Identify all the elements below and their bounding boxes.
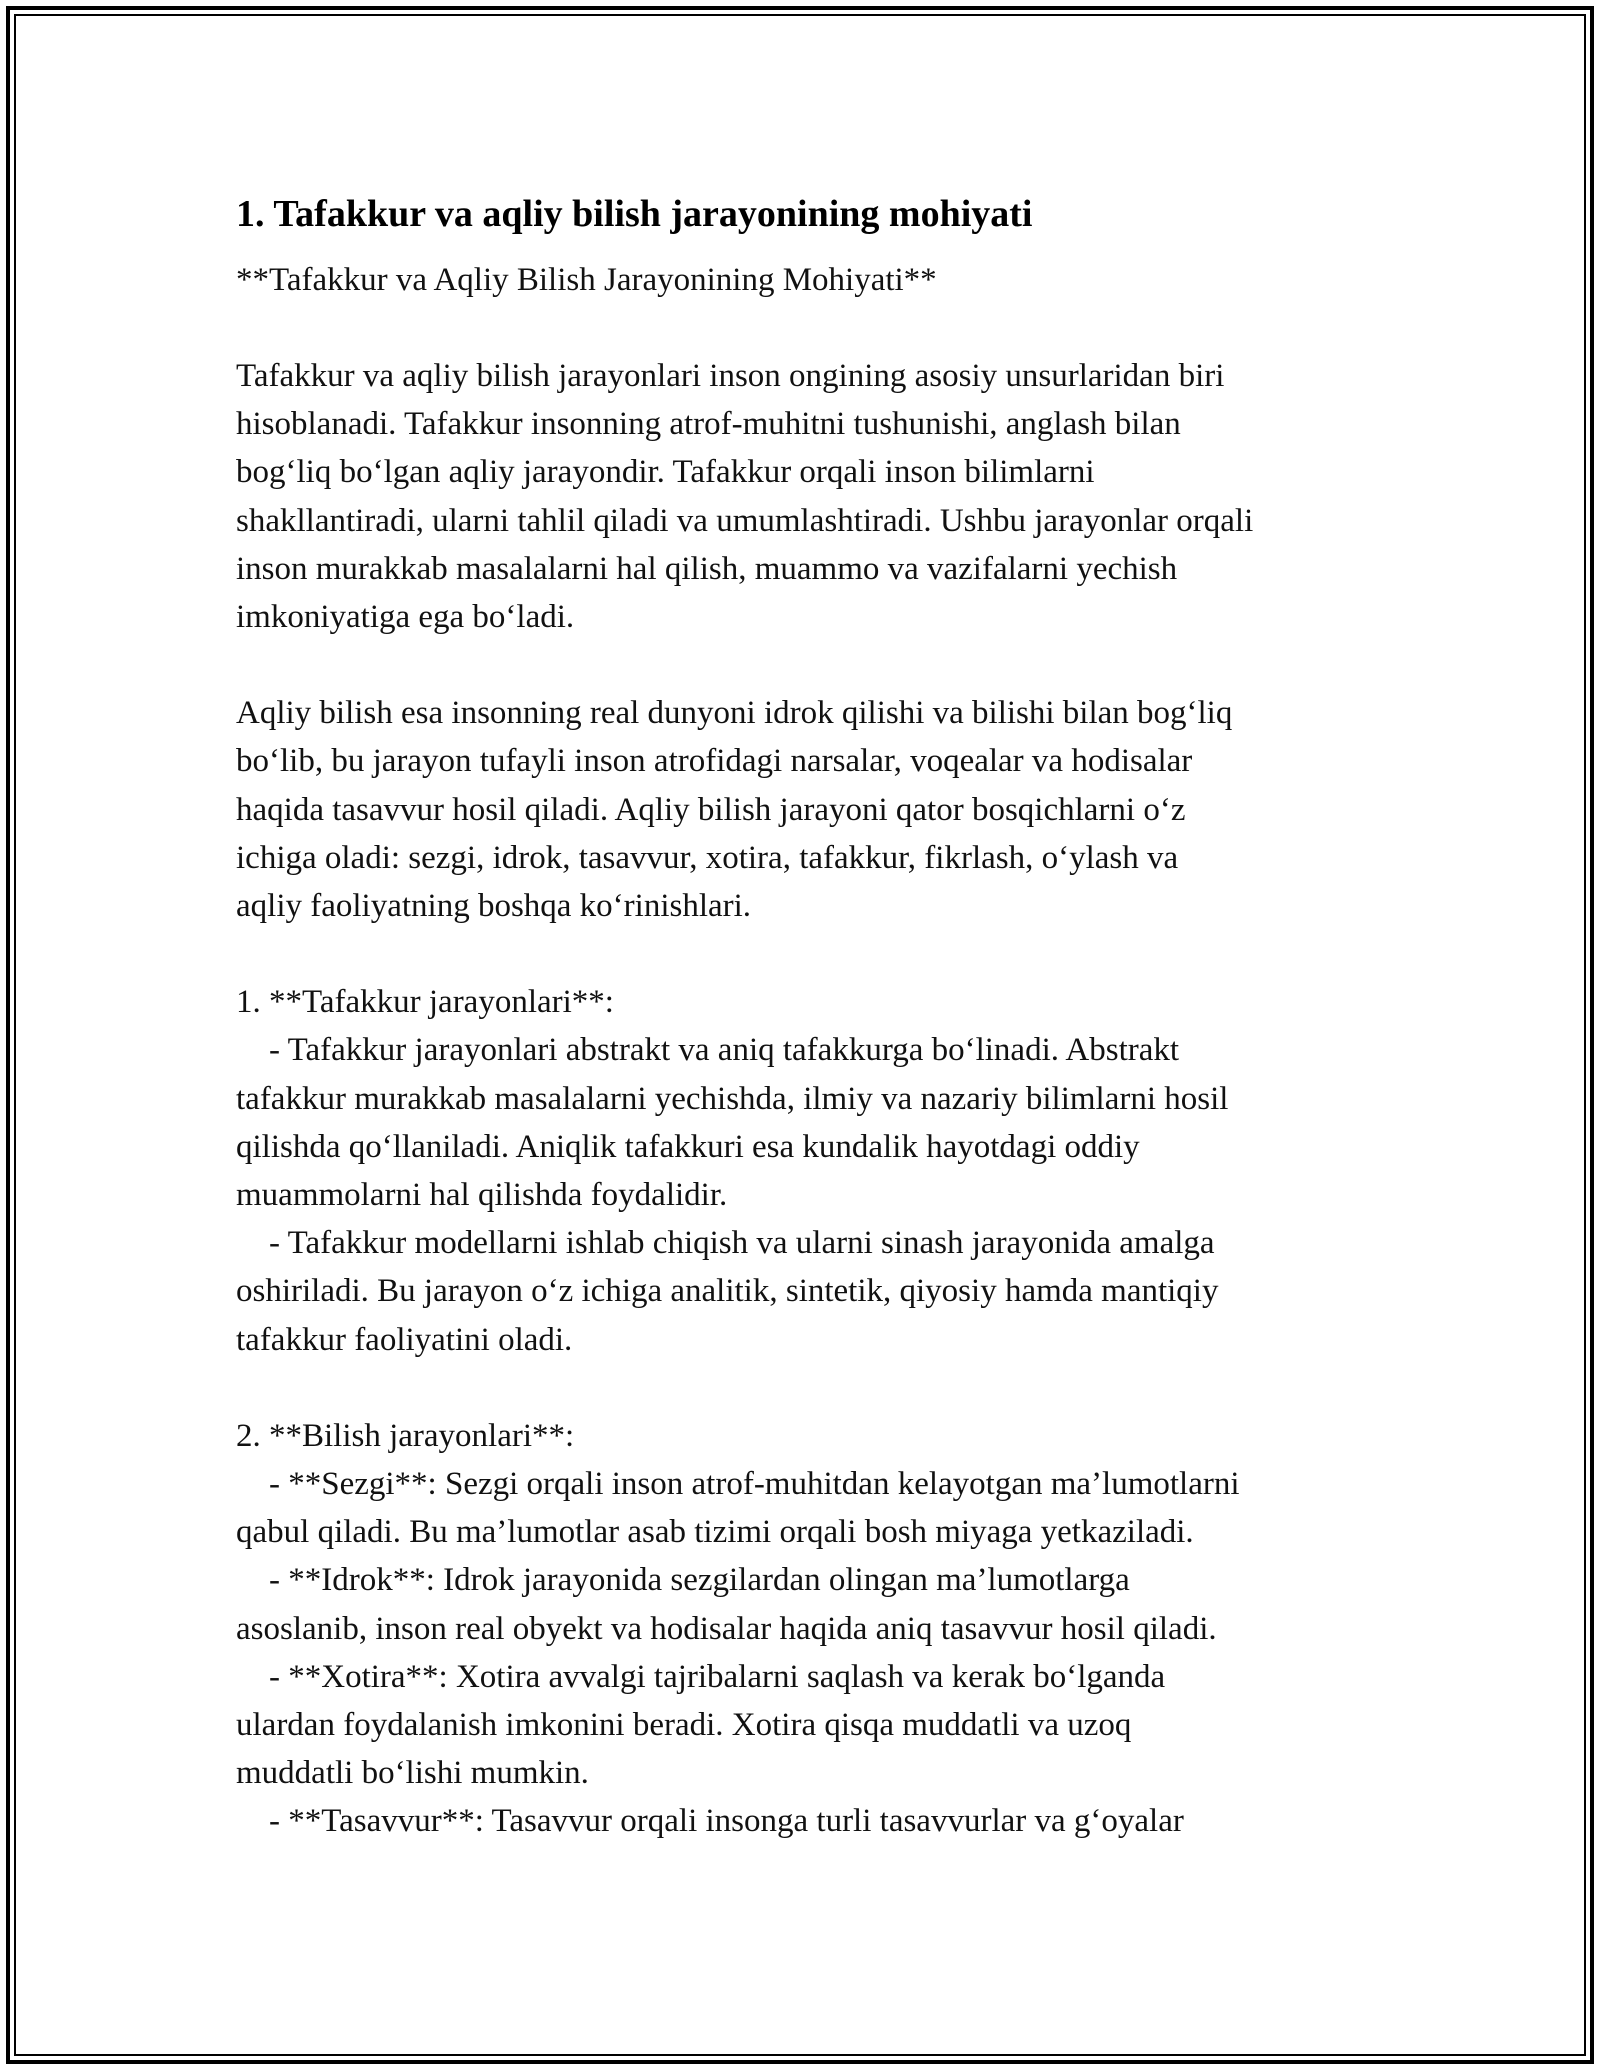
text-line: haqida tasavvur hosil qiladi. Aqliy bilish jarayoni qator bosqichlarni o‘z [236,791,1186,828]
paragraph-container [236,352,1386,1846]
body-paragraph [236,689,1386,930]
text-line: hisoblanadi. Tafakkur insonning atrof-muhitni tushunishi, anglash bilan [236,406,1181,443]
text-line: qabul qiladi. Bu ma’lumotlar asab tizimi orqali bosh miyaga yetkaziladi. [236,1514,1194,1551]
text-line: tafakkur faoliyatini oladi. [236,1321,573,1358]
text-line: shakllantiradi, ularni tahlil qiladi va umumlashtiradi. Ushbu jarayonlar orqali [236,502,1254,539]
section-heading: 1. Tafakkur va aqliy bilish jarayonining mohiyati [236,193,1033,235]
text-line: 1. **Tafakkur jarayonlari**: [236,984,614,1021]
text-line: Tafakkur va aqliy bilish jarayonlari inson ongining asosiy unsurlaridan biri [236,358,1225,394]
text-line: ulardan foydalanish imkonini beradi. Xotira qisqa muddatli va uzoq [236,1707,1132,1744]
text-line: ichiga oladi: sezgi, idrok, tasavvur, xotira, tafakkur, fikrlash, o‘ylash va [236,839,1179,876]
text-line: Aqliy bilish esa insonning real dunyoni idrok qilishi va bilishi bilan bog‘liq [236,695,1233,732]
text-line: muammolarni hal qilishda foydalidir. [236,1177,728,1214]
text-line: muddatli bo‘lishi mumkin. [236,1755,589,1792]
section-subtitle: **Tafakkur va Aqliy Bilish Jarayonining Mohiyati** [236,262,937,298]
list-item-line: - **Xotira**: Xotira avvalgi tajribalarni saqlash va kerak bo‘lganda [269,1658,1166,1695]
list-item-line: - **Tasavvur**: Tasavvur orqali insonga turli tasavvurlar va g‘oyalar [269,1803,1184,1840]
text-line: oshiriladi. Bu jarayon o‘z ichiga analitik, sintetik, qiyosiy hamda mantiqiy [236,1273,1219,1310]
text-line: asoslanib, inson real obyekt va hodisalar haqida aniq tasavvur hosil qiladi. [236,1610,1217,1647]
body-paragraph [236,1412,1386,1846]
list-item-line: - Tafakkur modellarni ishlab chiqish va ularni sinash jarayonida amalga [269,1225,1215,1262]
text-line: inson murakkab masalalarni hal qilish, muammo va vazifalarni yechish [236,550,1178,587]
text-line: tafakkur murakkab masalalarni yechishda, ilmiy va nazariy bilimlarni hosil [236,1080,1229,1117]
document-body [236,186,1386,1846]
text-line: aqliy faoliyatning boshqa ko‘rinishlari. [236,888,752,925]
text-line: imkoniyatiga ega bo‘ladi. [236,599,575,636]
text-line: bo‘lib, bu jarayon tufayli inson atrofidagi narsalar, voqealar va hodisalar [236,743,1193,780]
text-line: bog‘liq bo‘lgan aqliy jarayondir. Tafakkur orqali inson bilimlarni [236,454,1095,491]
text-line: 2. **Bilish jarayonlari**: [236,1417,575,1454]
list-item-line: - Tafakkur jarayonlari abstrakt va aniq tafakkurga bo‘linadi. Abstrakt [269,1032,1180,1069]
body-paragraph [236,352,1386,641]
body-paragraph [236,978,1386,1364]
list-item-line: - **Sezgi**: Sezgi orqali inson atrof-muhitdan kelayotgan ma’lumotlarni [269,1466,1240,1503]
list-item-line: - **Idrok**: Idrok jarayonida sezgilardan olingan ma’lumotlarga [269,1562,1130,1599]
text-line: qilishda qo‘llaniladi. Aniqlik tafakkuri esa kundalik hayotdagi oddiy [236,1128,1140,1165]
